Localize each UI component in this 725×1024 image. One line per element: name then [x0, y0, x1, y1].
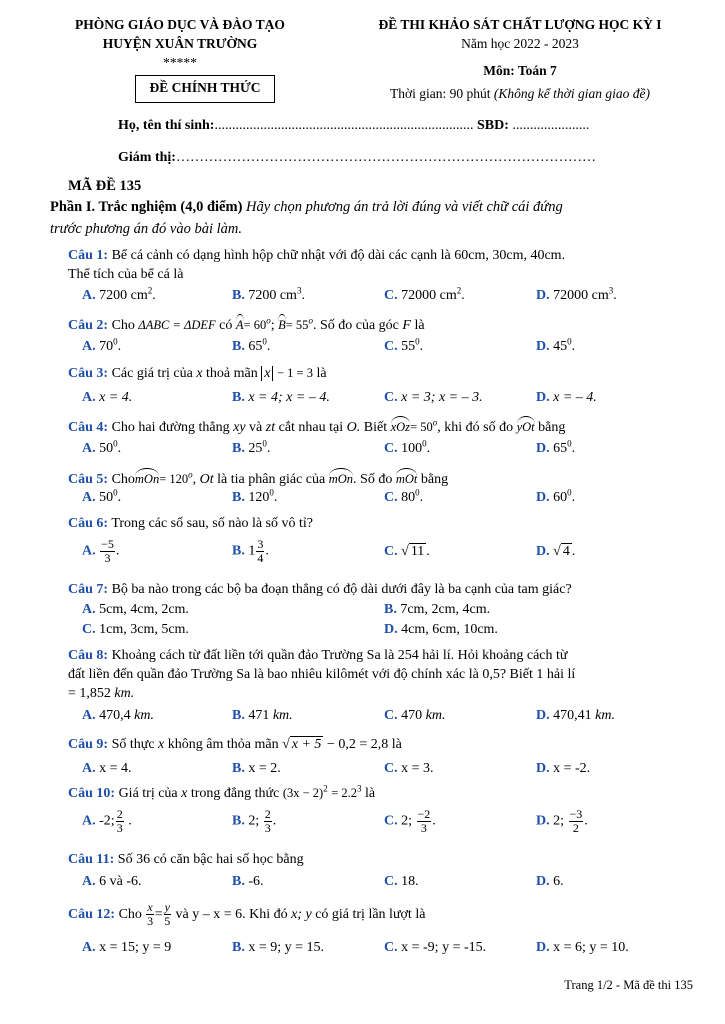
q5-angle3: mOt [396, 468, 418, 489]
q10-t3: là [365, 786, 376, 801]
q8-label: Câu 8: [68, 648, 109, 663]
question-8 [68, 646, 708, 703]
proctor-dots: ……………………………………………………………………………… [175, 150, 596, 165]
q6-c-letter: C. [384, 544, 398, 559]
q8-text1: Khoảng cách từ đất liền tới quần đảo Trường Sa là 254 hải lí. Hỏi khoảng cách từ [111, 648, 568, 663]
q2-b-exp: 0 [262, 336, 267, 347]
q8-b: 471 [248, 708, 270, 723]
q9-c: x = 3. [401, 761, 434, 776]
q10-b-pre: 2; [248, 813, 260, 829]
q3-d-letter: D. [536, 390, 550, 405]
q6-b-letter: B. [232, 543, 245, 559]
q1-b: 7200 cm [248, 288, 297, 303]
q4-zt: zt [265, 420, 276, 435]
q6-a-num: −5 [101, 537, 114, 551]
q3-t1: Các giá trị của [111, 366, 193, 381]
q8-c-letter: C. [384, 708, 398, 723]
q2-deg-a: o [266, 315, 271, 326]
q2-b: 65 [248, 339, 263, 354]
q4-a-exp: 0 [113, 438, 118, 449]
q4-options: A. $50^0$. B. $25^0$. C. $100^0$. D. $65^0$. [82, 438, 576, 456]
q8-options [82, 708, 702, 728]
q10-a-letter: A. [82, 813, 96, 829]
q5-d-exp: 0 [567, 487, 572, 498]
q10-a-pre: -2; [99, 813, 115, 829]
q2-c-exp: 0 [415, 336, 420, 347]
q4-angle2: yOt [517, 416, 535, 437]
q1-text: Bể cá cảnh có dạng hình hộp chữ nhật với độ dài các cạnh là 60cm, 30cm, 40cm. [111, 248, 566, 263]
q11-a: 6 và -6. [99, 874, 142, 889]
name-dots: .......................................................................... [214, 118, 474, 133]
q5-a-exp: 0 [113, 487, 118, 498]
q5-val: = 120 [159, 472, 189, 486]
page-footer: Trang 1/2 - Mã đề thi 135 [564, 978, 693, 992]
q3-b: x = 4; x = – 4. [248, 390, 330, 405]
q7-a-letter: A. [82, 602, 96, 617]
q5-angle: mOn [135, 468, 159, 489]
q6-d-dot: . [571, 544, 576, 559]
q7-c-letter: C. [82, 622, 96, 637]
question-11 [68, 850, 708, 869]
q11-b: -6. [248, 874, 264, 889]
q9-d: x = -2. [553, 761, 591, 776]
q12-a-letter: A. [82, 940, 96, 955]
q12-y: y [164, 900, 170, 915]
q7-d: 4cm, 6cm, 10cm. [401, 622, 498, 637]
q5-t4: . Số đo [353, 472, 393, 487]
time-note: (Không kể thời gian giao đề) [493, 86, 650, 101]
q12-c: x = -9; y = -15. [401, 940, 487, 955]
q9-a: x = 4. [99, 761, 132, 776]
q1-b-letter: B. [232, 288, 245, 303]
q3-b-letter: B. [232, 390, 245, 405]
q4-t2: và [249, 420, 263, 435]
q2-d: 45 [553, 339, 568, 354]
q3-a: x = 4. [99, 390, 133, 405]
q7-label: Câu 7: [68, 582, 109, 597]
q12-three: 3 [147, 914, 154, 929]
q12-d: x = 6; y = 10. [553, 940, 629, 955]
q2-val-a: = 60 [243, 318, 267, 332]
q9-radicand: x + 5 [291, 737, 322, 752]
q2-a-exp: 0 [113, 336, 118, 347]
q2-c: 55 [401, 339, 416, 354]
q4-val: = 50 [410, 420, 433, 434]
q12-label: Câu 12: [68, 907, 116, 922]
q10-t2: trong đẳng thức [190, 786, 280, 801]
q2-options: A. $70^0$. B. $65^0$. C. $55^0$. D. $45^0$. [82, 336, 576, 354]
school-year: Năm học 2022 - 2023 [461, 36, 579, 51]
q2-t1: Cho [111, 318, 135, 333]
q3-t2: thoả mãn [206, 366, 258, 381]
q4-d: 65 [553, 441, 568, 456]
q9-t2: không âm thỏa mãn [167, 737, 279, 752]
q9-t1: Số thực [111, 737, 155, 752]
q10-d-frac [569, 808, 584, 835]
part1-title: Phần I. Trắc nghiệm (4,0 điểm) [50, 199, 243, 215]
q10-d-letter: D. [536, 813, 550, 829]
q3-c-letter: C. [384, 390, 398, 405]
q4-a: 50 [99, 441, 114, 456]
q12-x: x [147, 900, 153, 915]
q10-c-pre: 2; [401, 813, 413, 829]
q10-b-letter: B. [232, 813, 245, 829]
q6-b-whole: 1 [248, 543, 256, 559]
q4-a-letter: A. [82, 441, 96, 456]
q6-b-dot: . [265, 543, 269, 559]
q11-a-letter: A. [82, 874, 96, 889]
q7-d-letter: D. [384, 622, 398, 637]
q4-b: 25 [248, 441, 263, 456]
question-1 [68, 246, 708, 284]
q6-text: Trong các số sau, số nào là số vô tỉ? [111, 516, 313, 531]
q8-text3: = 1,852 [68, 686, 111, 701]
q5-Ot: Ot [199, 472, 214, 487]
q8-c-km: km. [425, 708, 446, 723]
q2-b-letter: B. [232, 339, 245, 354]
q6-label: Câu 6: [68, 516, 109, 531]
question-5 [68, 468, 708, 489]
time-label: Thời gian: 90 phút [390, 86, 491, 101]
q4-O: O. [346, 420, 361, 435]
q5-t1: Cho [111, 472, 135, 487]
q7-b-letter: B. [384, 602, 397, 617]
q5-deg: o [188, 469, 193, 480]
q12-t1: Cho [118, 907, 142, 922]
q4-b-letter: B. [232, 441, 245, 456]
q12-a: x = 15; y = 9 [99, 940, 172, 955]
q1-a-exp: 2 [147, 285, 153, 296]
q10-c-letter: C. [384, 813, 398, 829]
q4-t6: bằng [538, 420, 566, 435]
part1-instruction2: trước phương án đó vào bài làm. [50, 221, 242, 237]
q4-c: 100 [401, 441, 423, 456]
q2-d-letter: D. [536, 339, 550, 354]
q2-triangles: ΔABC = ΔDEF [138, 318, 216, 332]
q2-t4: . Số đo của góc [312, 318, 399, 333]
q4-d-letter: D. [536, 441, 550, 456]
q7-a: 5cm, 4cm, 2cm. [99, 602, 189, 617]
q3-options [82, 390, 702, 410]
department-header [50, 15, 310, 72]
q8-d-km: km. [595, 708, 615, 723]
q10-c-num: −2 [417, 807, 431, 821]
q9-a-letter: A. [82, 761, 96, 776]
question-2 [68, 314, 708, 335]
q7-b: 7cm, 2cm, 4cm. [400, 602, 491, 617]
q2-t2: có [219, 318, 233, 333]
q1-a-letter: A. [82, 288, 96, 303]
q5-d: 60 [553, 490, 568, 505]
q9-options [82, 761, 702, 781]
question-7 [68, 580, 708, 599]
q11-c: 18. [401, 874, 419, 889]
q3-c: x = 3; x = – 3. [401, 390, 483, 405]
q5-b-letter: B. [232, 490, 245, 505]
q10-d-pre: 2; [553, 813, 565, 829]
q9-d-letter: D. [536, 761, 550, 776]
q10-e2: 2 [323, 783, 328, 794]
question-6 [68, 514, 708, 533]
dept-line1: PHÒNG GIÁO DỤC VÀ ĐÀO TẠO [75, 17, 285, 32]
q5-b: 120 [248, 490, 270, 505]
q8-d-letter: D. [536, 708, 550, 723]
time-line [340, 84, 700, 103]
q10-d-den: 2 [572, 821, 579, 835]
q8-km: km. [114, 686, 135, 701]
q5-label: Câu 5: [68, 472, 109, 487]
q9-eq: − 0,2 = 2,8 [326, 737, 389, 752]
q3-t3: là [316, 366, 327, 381]
q12-t2: và [175, 907, 189, 922]
candidate-name-line [118, 118, 589, 134]
q10-a-frac [116, 808, 124, 835]
q8-d: 470,41 [553, 708, 592, 723]
part1-instruction: Hãy chọn phương án trả lời đúng và viết chữ cái đứng [246, 199, 563, 215]
q10-eq2: = 2.2 [331, 786, 358, 800]
q1-c-exp: 2 [456, 285, 462, 296]
q9-b: x = 2. [248, 761, 281, 776]
q2-a-letter: A. [82, 339, 96, 354]
q12-c-letter: C. [384, 940, 398, 955]
q1-c-letter: C. [384, 288, 398, 303]
q4-c-letter: C. [384, 441, 398, 456]
q1-a: 7200 cm [99, 288, 148, 303]
q4-t1: Cho hai đường thẳng [111, 420, 230, 435]
q2-label: Câu 2: [68, 318, 109, 333]
q10-a-den: 3 [116, 821, 123, 835]
q12-t4: x; y [291, 907, 312, 922]
q4-t5: , khi đó số đo [437, 420, 514, 435]
q5-a: 50 [99, 490, 114, 505]
part1-heading [50, 196, 710, 240]
q11-text: Số 36 có căn bậc hai số học bằng [117, 852, 304, 867]
q4-xy: xy [233, 420, 246, 435]
q6-a-letter: A. [82, 543, 96, 559]
q7-text: Bộ ba nào trong các bộ ba đoạn thẳng có độ dài dưới đây là ba cạnh của tam giác? [111, 582, 572, 597]
q5-c-letter: C. [384, 490, 398, 505]
q10-b-num: 2 [264, 807, 271, 821]
q2-c-letter: C. [384, 339, 398, 354]
q10-b-den: 3 [264, 821, 271, 835]
q1-b-exp: 3 [296, 285, 302, 296]
q2-angle-a: A [236, 314, 244, 335]
question-3 [68, 364, 708, 383]
q5-options: A. $50^0$. B. $120^0$. C. $80^0$. D. $60^0$. [82, 487, 576, 505]
q8-a: 470,4 [99, 708, 131, 723]
name-label: Họ, tên thí sinh: [118, 118, 215, 133]
q2-deg-b: o [308, 315, 313, 326]
question-10 [68, 784, 708, 803]
q12-t3: y – x = 6. Khi đó [192, 907, 288, 922]
q2-t5: là [414, 318, 425, 333]
q4-t4: Biết [363, 420, 388, 435]
exam-header [340, 15, 700, 103]
q2-t3: ; [270, 318, 275, 333]
q11-b-letter: B. [232, 874, 245, 889]
q9-b-letter: B. [232, 761, 245, 776]
stars: ***** [163, 55, 197, 70]
q1-d-letter: D. [536, 288, 550, 303]
q9-label: Câu 9: [68, 737, 109, 752]
q3-eq: − 1 = 3 [276, 366, 313, 380]
q8-b-letter: B. [232, 708, 245, 723]
q5-t3: là tia phân giác của [217, 472, 326, 487]
q4-b-exp: 0 [262, 438, 267, 449]
q3-label: Câu 3: [68, 366, 109, 381]
q10-c-frac [417, 808, 432, 835]
q9-t3: là [391, 737, 402, 752]
q4-d-exp: 0 [567, 438, 572, 449]
q1-c: 72000 cm [401, 288, 457, 303]
q11-d: 6. [553, 874, 564, 889]
q10-d-num: −3 [569, 807, 583, 821]
proctor-label: Giám thị: [118, 150, 176, 165]
q6-c: 11 [410, 544, 425, 559]
q10-eq: (3x − 2) [282, 786, 324, 800]
q10-x: x [181, 786, 188, 801]
q7-options [82, 602, 702, 642]
q9-x: x [158, 737, 165, 752]
q3-x: x [196, 366, 203, 381]
q2-a: 70 [99, 339, 114, 354]
q4-angle: xOz [391, 416, 410, 437]
q3-d: x = – 4. [553, 390, 597, 405]
proctor-line [118, 150, 596, 166]
q4-label: Câu 4: [68, 420, 109, 435]
q6-a-den: 3 [104, 551, 111, 565]
q6-a-dot: . [115, 543, 120, 559]
q6-a-frac [100, 538, 115, 565]
q10-c-den: 3 [420, 821, 427, 835]
q2-d-exp: 0 [567, 336, 572, 347]
q12-b: x = 9; y = 15. [248, 940, 325, 955]
q11-c-letter: C. [384, 874, 398, 889]
q1-text2: Thể tích của bể cá là [68, 267, 184, 282]
q12-five: 5 [164, 914, 171, 929]
q11-label: Câu 11: [68, 852, 115, 867]
q10-label: Câu 10: [68, 786, 116, 801]
q6-b-num: 3 [257, 537, 264, 551]
q8-text2: đất liền đến quần đảo Trường Sa là bao nhiêu kilômét với độ chính xác là 0,5? Biết 1 hải lí [68, 667, 576, 682]
q8-a-letter: A. [82, 708, 96, 723]
q12-b-letter: B. [232, 940, 245, 955]
q12-frac-y [164, 901, 171, 928]
question-4 [68, 416, 708, 437]
q12-frac-x [146, 901, 153, 928]
exam-code: MÃ ĐỀ 135 [68, 178, 142, 194]
q2-F: F [402, 318, 411, 333]
q12-t5: có giá trị lần lượt là [315, 907, 426, 922]
q10-t1: Giá trị của [118, 786, 178, 801]
sbd-label: SBD: [476, 118, 509, 133]
q5-t5: bằng [420, 472, 449, 487]
q5-d-letter: D. [536, 490, 550, 505]
q5-c: 80 [401, 490, 416, 505]
q9-c-letter: C. [384, 761, 398, 776]
q12-options [82, 940, 702, 960]
q10-options: A. -2; $\frac{2}{3}$ . B. 2; $\frac{2}{3}$ . C. 2; $\frac{-2}{3}$ . D. 2; $\frac{-3}{2}$ . [82, 807, 588, 835]
q10-b-frac [264, 808, 272, 835]
q8-a-km: km. [134, 708, 154, 723]
q2-angle-b: B [278, 314, 286, 335]
q1-label: Câu 1: [68, 248, 109, 263]
subject: Môn: Toán 7 [483, 63, 557, 78]
q5-t2: , [192, 472, 197, 487]
official-badge: ĐỀ CHÍNH THỨC [135, 75, 275, 103]
q5-a-letter: A. [82, 490, 96, 505]
q3-a-letter: A. [82, 390, 96, 405]
q6-options: A. $\frac{-5}{3}$ . B. 1 $\frac{3}{4}$ . C. √ 11 . D. √ 4 . [82, 537, 576, 565]
question-12: Câu 12: Cho $\frac{x}{3}$ = $\frac{y}{5}$ và y – x = 6. Khi đó x; y có giá trị lần lượt là [68, 900, 426, 929]
q1-options: A. 7200 $cm^2$. B. 7200 $cm^3$. C. 72000 $cm^2$. D. 72000 $cm^3$. [82, 285, 617, 303]
dept-line2: HUYỆN XUÂN TRƯỜNG [102, 36, 258, 51]
question-9: Câu 9: Số thực x không âm thỏa mãn √ x + 5 − 0,2 = 2,8 là [68, 737, 402, 752]
q6-d-letter: D. [536, 544, 550, 559]
q6-b-den: 4 [257, 551, 264, 565]
q12-d-letter: D. [536, 940, 550, 955]
q6-c-dot: . [426, 544, 430, 559]
q6-b-frac [256, 538, 264, 565]
q3-abs: x [261, 366, 273, 381]
q7-c: 1cm, 3cm, 5cm. [99, 622, 189, 637]
q5-b-exp: 0 [269, 487, 274, 498]
q4-deg: o [432, 417, 438, 428]
q10-e3: 3 [357, 783, 362, 794]
q6-d: 4 [562, 544, 570, 559]
exam-title: ĐỀ THI KHẢO SÁT CHẤT LƯỢNG HỌC KỲ I [378, 17, 662, 32]
q1-d-exp: 3 [608, 285, 614, 296]
q2-val-b: = 55 [285, 318, 309, 332]
q1-d: 72000 cm [553, 288, 609, 303]
q5-angle2: mOn [329, 468, 353, 489]
q8-c: 470 [401, 708, 423, 723]
sbd-dots: ...................... [512, 118, 590, 133]
q8-b-km: km. [272, 708, 293, 723]
q5-c-exp: 0 [415, 487, 420, 498]
q4-t3: cắt nhau tại [278, 420, 344, 435]
q10-a-num: 2 [116, 807, 123, 821]
q4-c-exp: 0 [422, 438, 427, 449]
q11-d-letter: D. [536, 874, 550, 889]
q11-options [82, 874, 702, 894]
